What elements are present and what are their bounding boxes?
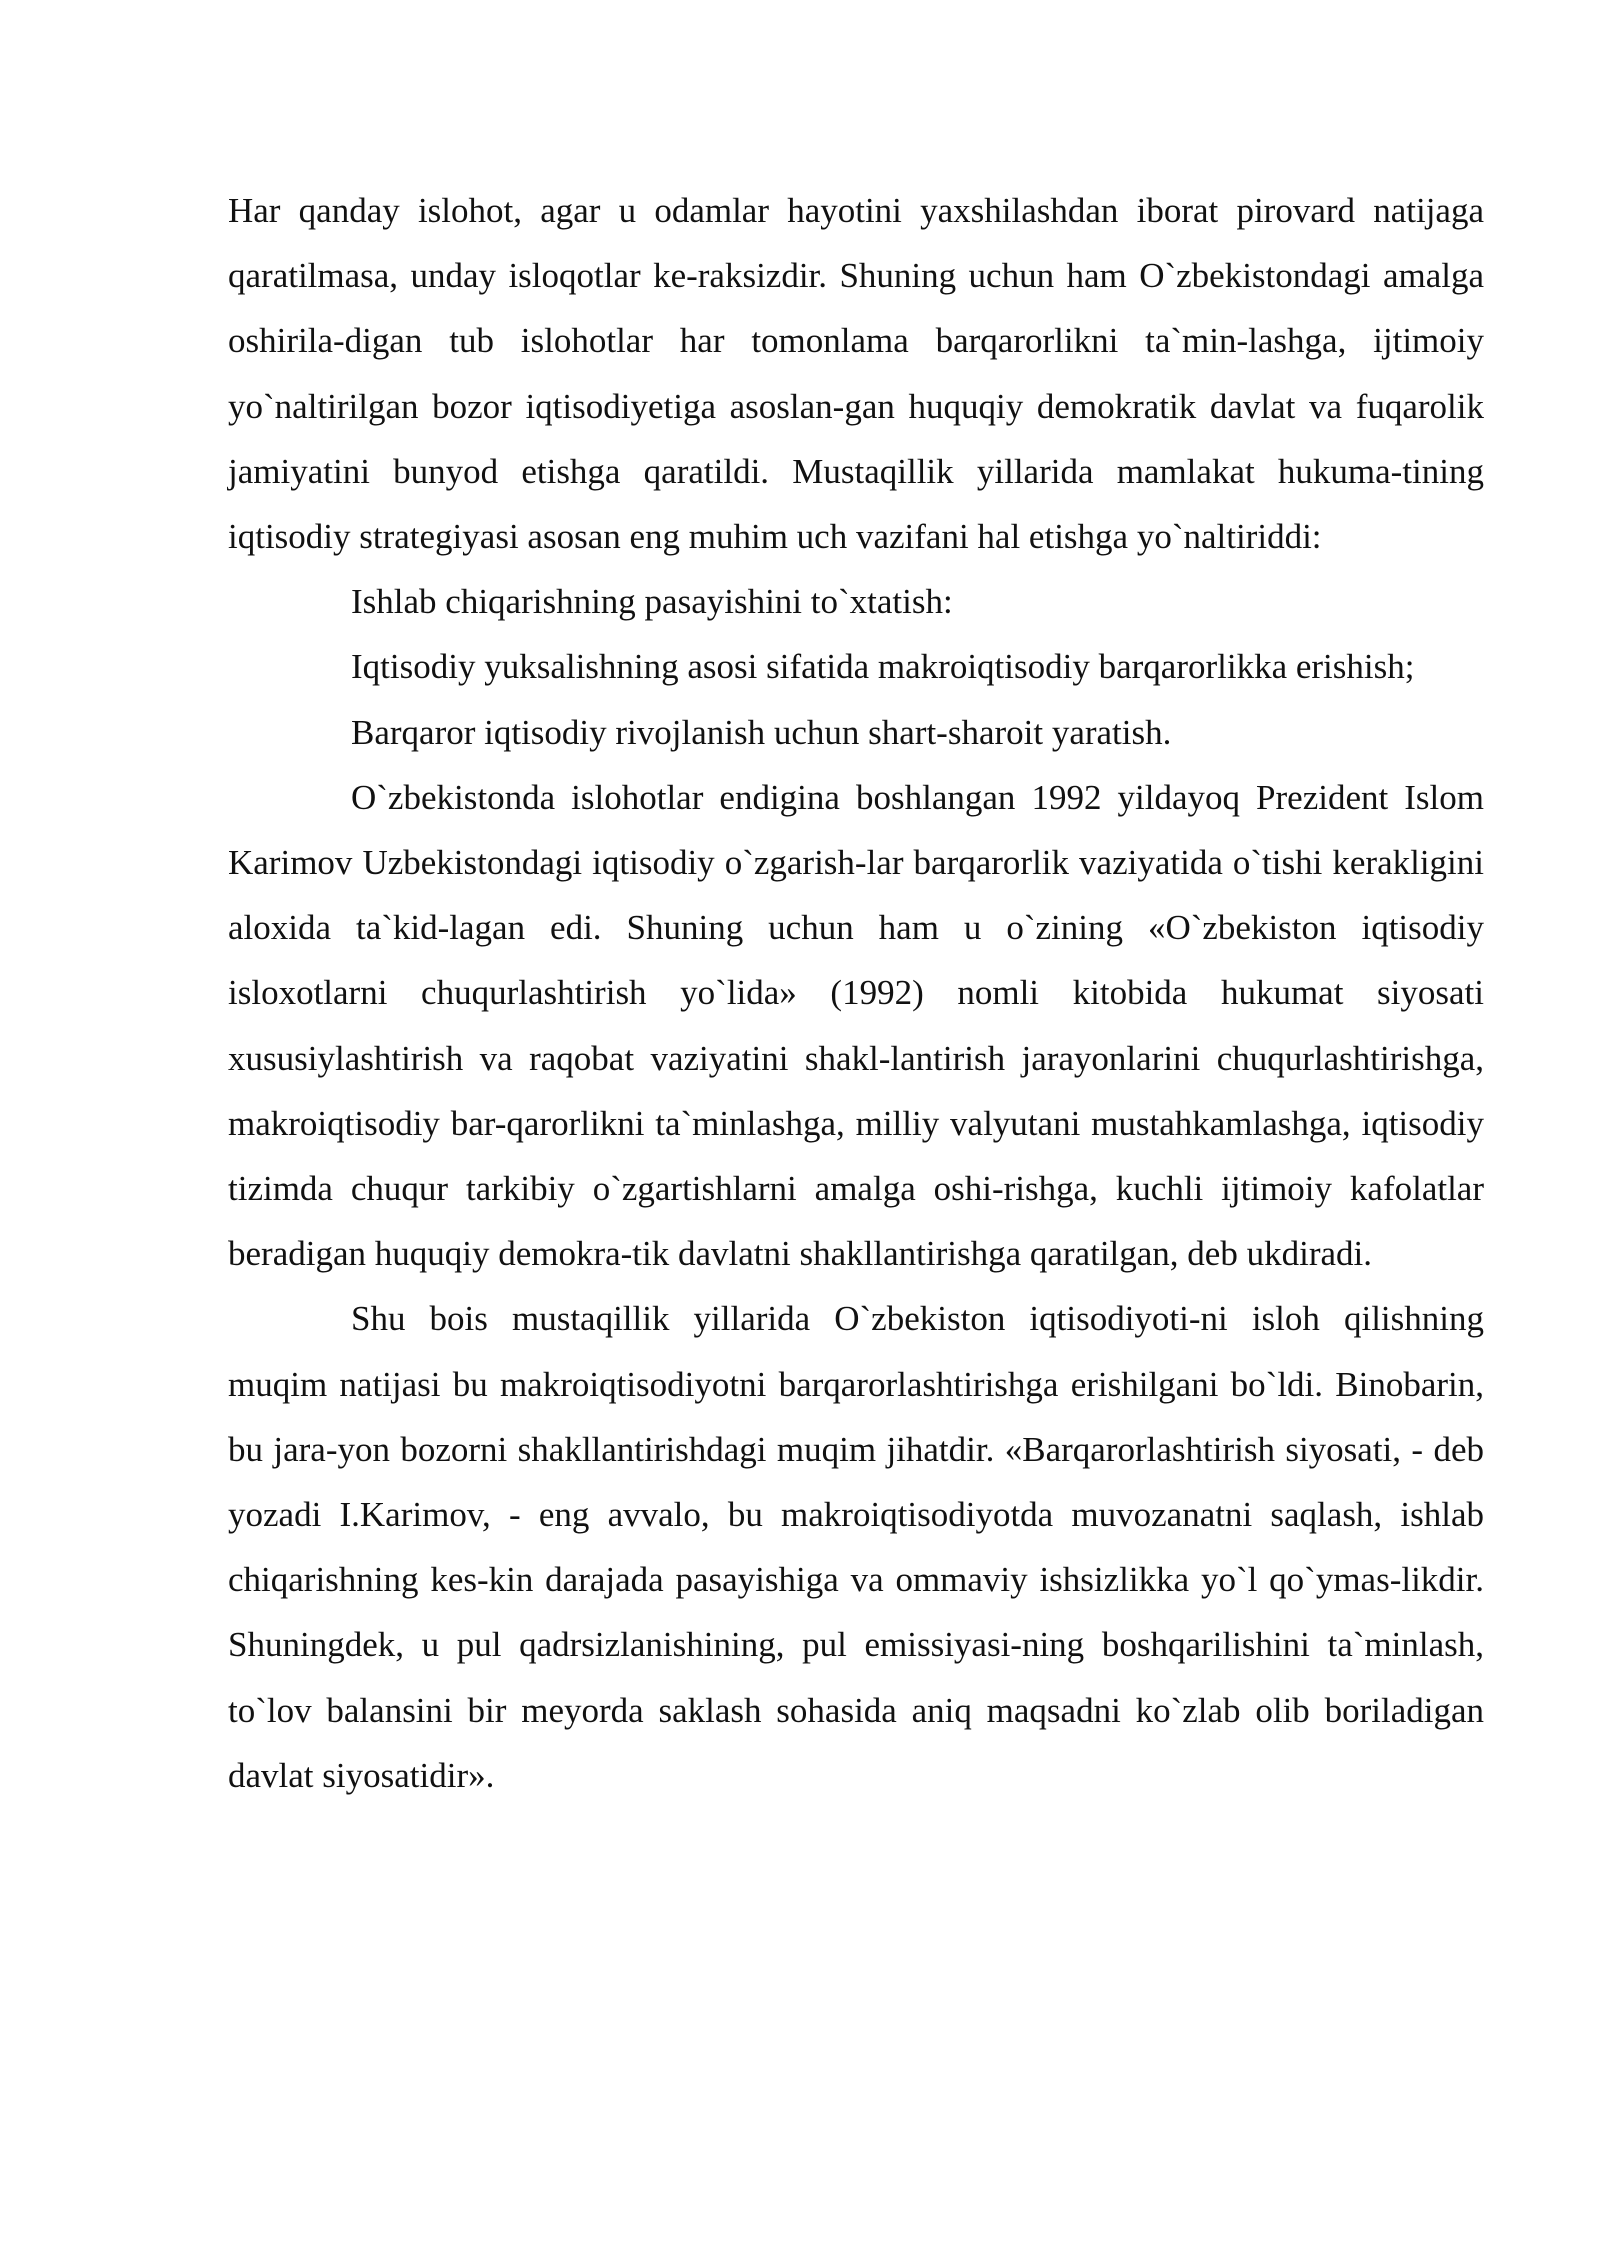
paragraph-intro: Har qanday islohot, agar u odamlar hayotini yaxshilashdan iborat pirovard natijaga qaratilmasa, unday isloqotlar ke-raksizdir. Shuning uchun ham O`zbekistondagi amalga oshirila-digan tub islohotlar har tomonlama barqarorlikni ta`min-lashga, ijtimoiy yo`naltirilgan bozor iqtisodiyetiga asoslan-gan huquqiy demokratik davlat va fuqarolik jamiyatini bunyod etishga qaratildi. Mustaqillik yillarida mamlakat hukuma-tining iqtisodiy strategiyasi asosan eng muhim uch vazifani hal etishga yo`naltiriddi: [228,191,1484,557]
list-item-macro-stability: Iqtisodiy yuksalishning asosi sifatida makroiqtisodiy barqarorlikka erishish; [351,647,1415,687]
paragraph-karimov-1992: O`zbekistonda islohotlar endigina boshlangan 1992 yildayoq Prezident Islom Karimov Uzbekistondagi iqtisodiy o`zgarish-lar barqarorlik vaziyatida o`tishi kerakligini aloxida ta`kid-lagan edi. Shuning uchun ham u o`zining «O`zbekiston iqtisodiy isloxotlarni chuqurlashtirish yo`lida» (1992) nomli kitobida hukumat siyosati xususiylashtirish va raqobat vaziyatini shakl-lantirish jarayonlarini chuqurlashtirishga, makroiqtisodiy bar-qarorlikni ta`minlashga, milliy valyutani mustahkamlashga, iqtisodiy tizimda chuqur tarkibiy o`zgartishlarni amalga oshi-rishga, kuchli ijtimoiy kafolatlar beradigan huquqiy demokra-tik davlatni shakllantirishga qaratilgan, deb ukdiradi. [228,777,1484,1274]
list-item-growth-conditions: Barqaror iqtisodiy rivojlanish uchun shart-sharoit yaratish. [351,712,1172,752]
list-item-stop-decline: Ishlab chiqarishning pasayishini to`xtatish: [351,582,953,622]
document-body [228,178,1484,1808]
paragraph-stabilization-policy: Shu bois mustaqillik yillarida O`zbekiston iqtisodiyoti-ni isloh qilishning muqim natijasi bu makroiqtisodiyotni barqarorlashtirishga erishilgani bo`ldi. Binobarin, bu jara-yon bozorni shakllantirishdagi muqim jihatdir. «Barqarorlashtirish siyosati, - deb yozadi I.Karimov, - eng avvalo, bu makroiqtisodiyotda muvozanatni saqlash, ishlab chiqarishning kes-kin darajada pasayishiga va ommaviy ishsizlikka yo`l qo`ymas-likdir. Shuningdek, u pul qadrsizlanishining, pul emissiyasi-ning boshqarilishini ta`minlash, to`lov balansini bir meyorda saklash sohasida aniq maqsadni ko`zlab olib boriladigan davlat siyosatidir». [228,1299,1484,1795]
